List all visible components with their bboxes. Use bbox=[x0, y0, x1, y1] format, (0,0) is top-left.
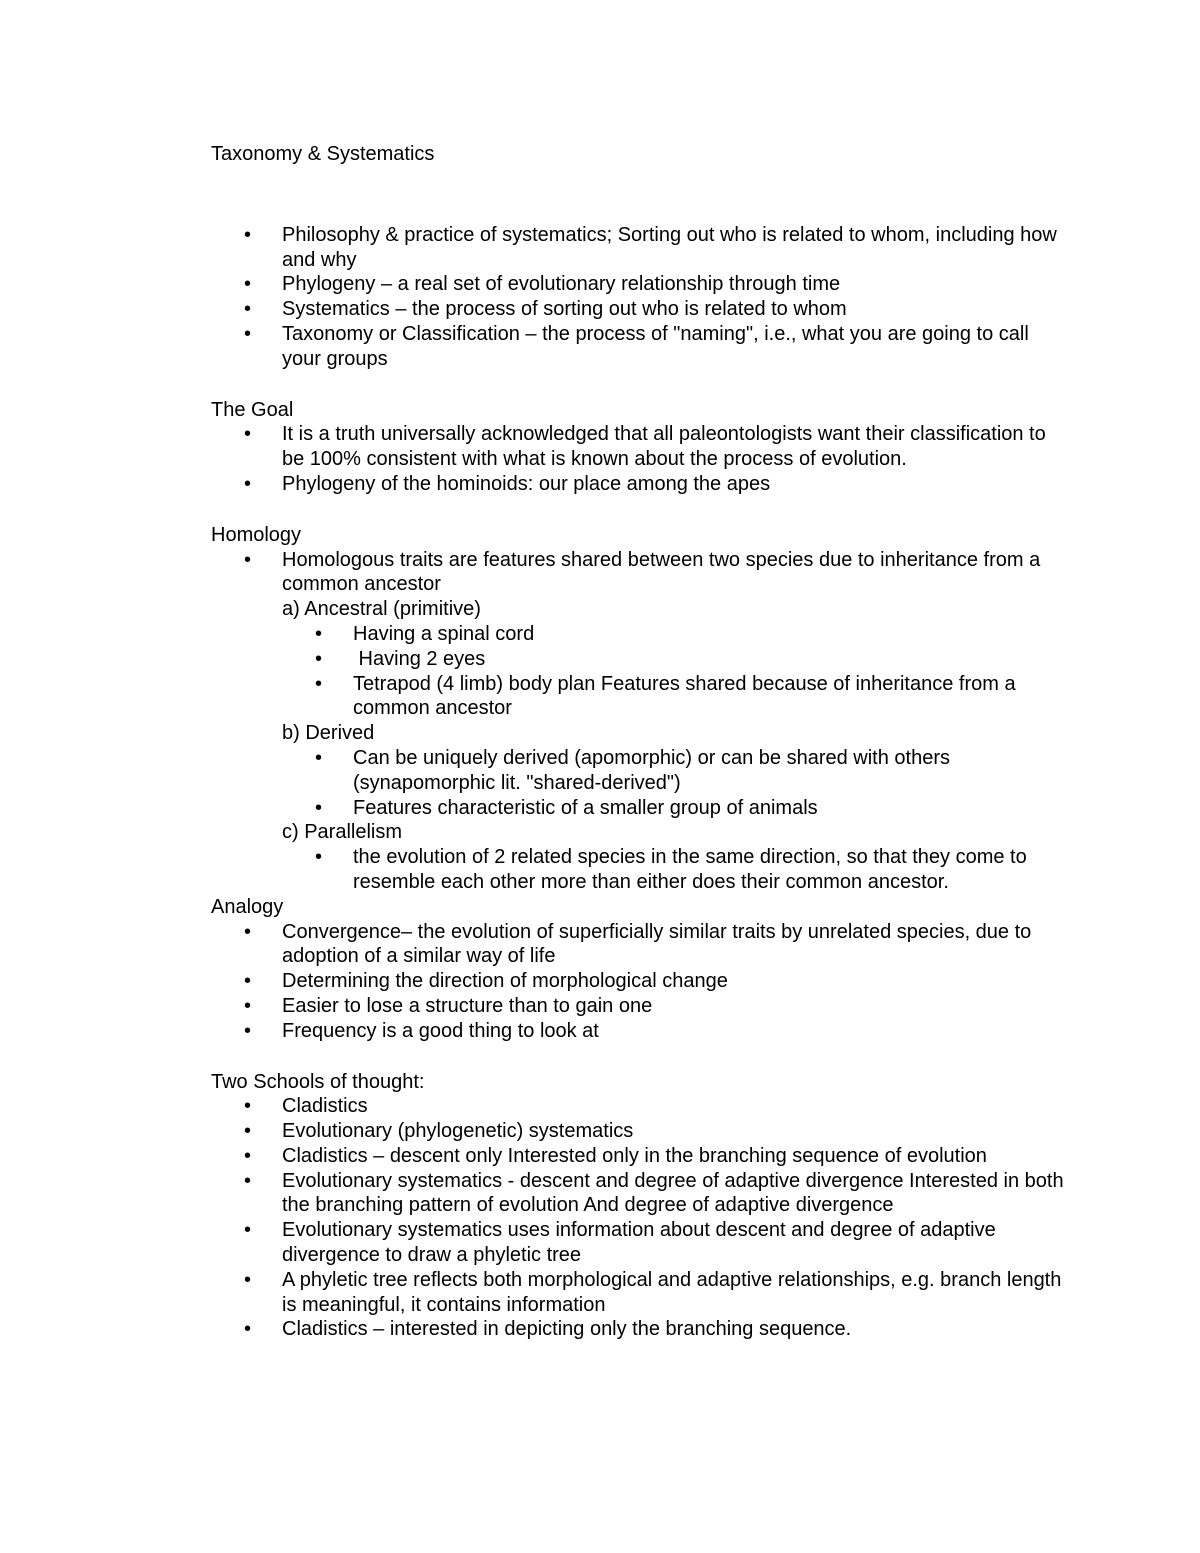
list-item: • Having 2 eyes bbox=[353, 647, 1071, 672]
homology-subsections bbox=[211, 597, 1071, 895]
list-item: • the evolution of 2 related species in the same direction, so that they come to resemble each other more than either does their common ancestor. bbox=[353, 845, 1071, 895]
list-item: • Convergence– the evolution of superficially similar traits by unrelated species, due to adoption of a similar way of life bbox=[282, 920, 1071, 970]
section-heading-analogy: Analogy bbox=[211, 895, 284, 918]
list-item: • Phylogeny – a real set of evolutionary relationship through time bbox=[282, 272, 1071, 297]
list-item: • Philosophy & practice of systematics; Sorting out who is related to whom, including how and why bbox=[282, 223, 1071, 273]
list-item: • Systematics – the process of sorting out who is related to whom bbox=[282, 297, 1071, 322]
list-item: • Evolutionary systematics - descent and degree of adaptive divergence Interested in both the branching pattern of evolution And degree of adaptive divergence bbox=[282, 1169, 1071, 1219]
document-body bbox=[211, 142, 1071, 1342]
derived-list bbox=[282, 746, 1071, 820]
ancestral-list bbox=[282, 622, 1071, 721]
list-item: • Taxonomy or Classification – the process of "naming", i.e., what you are going to call your groups bbox=[282, 322, 1071, 372]
subheading-ancestral: a) Ancestral (primitive) bbox=[282, 598, 481, 621]
list-item: • Having a spinal cord bbox=[353, 622, 1071, 647]
section-heading-homology: Homology bbox=[211, 523, 302, 546]
list-item: • Phylogeny of the hominoids: our place among the apes bbox=[282, 472, 1071, 497]
list-item: • A phyletic tree reflects both morphological and adaptive relationships, e.g. branch length is meaningful, it contains information bbox=[282, 1268, 1071, 1318]
list-item: • Features characteristic of a smaller group of animals bbox=[353, 796, 1071, 821]
list-item: • Cladistics bbox=[282, 1094, 1071, 1119]
subheading-parallelism: c) Parallelism bbox=[282, 821, 403, 844]
list-item: • It is a truth universally acknowledged that all paleontologists want their classification to be 100% consistent with what is known about the process of evolution. bbox=[282, 422, 1071, 472]
list-item: • Determining the direction of morphological change bbox=[282, 969, 1071, 994]
section-heading-goal: The Goal bbox=[211, 398, 294, 421]
list-item: • Frequency is a good thing to look at bbox=[282, 1019, 1071, 1044]
homology-list bbox=[211, 548, 1071, 598]
list-item: • Tetrapod (4 limb) body plan Features shared because of inheritance from a common ancestor bbox=[353, 672, 1071, 722]
analogy-list bbox=[211, 920, 1071, 1044]
list-item: • Homologous traits are features shared between two species due to inheritance from a common ancestor bbox=[282, 548, 1071, 598]
list-item: • Evolutionary (phylogenetic) systematics bbox=[282, 1119, 1071, 1144]
intro-list bbox=[211, 223, 1071, 372]
section-heading-schools: Two Schools of thought: bbox=[211, 1070, 425, 1093]
list-item: • Evolutionary systematics uses information about descent and degree of adaptive divergence to draw a phyletic tree bbox=[282, 1218, 1071, 1268]
list-item: • Cladistics – descent only Interested only in the branching sequence of evolution bbox=[282, 1144, 1071, 1169]
schools-list bbox=[211, 1094, 1071, 1342]
parallelism-list bbox=[282, 845, 1071, 895]
page-title: Taxonomy & Systematics bbox=[211, 143, 435, 165]
list-item: • Can be uniquely derived (apomorphic) or can be shared with others (synapomorphic lit. "shared-derived") bbox=[353, 746, 1071, 796]
subheading-derived: b) Derived bbox=[282, 722, 375, 745]
list-item: • Cladistics – interested in depicting only the branching sequence. bbox=[282, 1317, 1071, 1342]
goal-list bbox=[211, 422, 1071, 496]
list-item: • Easier to lose a structure than to gain one bbox=[282, 994, 1071, 1019]
